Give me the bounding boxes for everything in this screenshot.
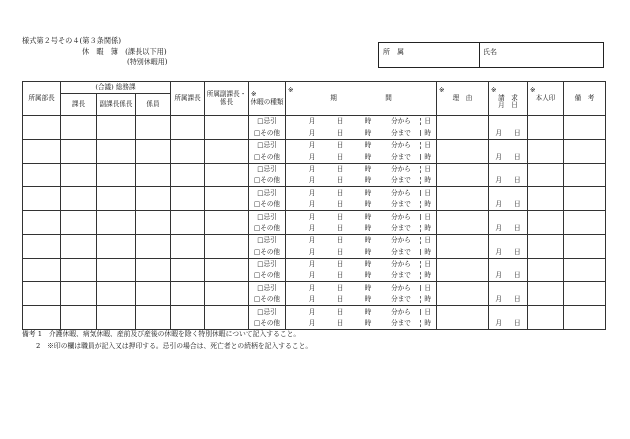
seal-cell[interactable]: [528, 282, 564, 306]
to-day: 日: [424, 188, 432, 197]
dept-deputy-cell[interactable]: [205, 258, 249, 282]
to-min: 分まで: [382, 177, 421, 184]
req-month: 月: [495, 152, 503, 161]
dept-head-cell[interactable]: [23, 258, 61, 282]
dept-chief-cell[interactable]: [171, 163, 205, 187]
period-to-cell[interactable]: [286, 199, 437, 211]
req-month: 月: [495, 247, 503, 256]
period-from-cell[interactable]: [286, 187, 437, 199]
dept-head-cell[interactable]: [23, 187, 61, 211]
period-to-cell[interactable]: [286, 127, 437, 139]
from-day: 日: [336, 260, 344, 269]
owner-box: [378, 42, 604, 68]
period-from-cell[interactable]: [286, 258, 437, 270]
section-chief-cell[interactable]: [61, 139, 97, 163]
from-min: 分から: [382, 118, 421, 125]
col-seal: [528, 82, 564, 116]
from-hour: 時: [364, 236, 372, 245]
from-hour: 時: [364, 307, 372, 316]
leave-type-cell[interactable]: □忌引: [249, 116, 286, 128]
col-dept-head: 所属部長: [23, 82, 61, 116]
remarks-cell[interactable]: [564, 282, 606, 306]
leave-type-cell[interactable]: □忌引: [249, 258, 286, 270]
section-chief-cell[interactable]: [61, 211, 97, 235]
reason-cell[interactable]: [437, 258, 489, 282]
dept-deputy-cell[interactable]: [205, 116, 249, 140]
request-date-cell[interactable]: [489, 246, 528, 258]
leave-type-other[interactable]: □その他: [249, 127, 286, 139]
from-hour: 時: [364, 141, 372, 150]
from-min: 分から: [382, 309, 421, 316]
department-label: 所 属: [383, 48, 404, 56]
from-min: 分から: [382, 237, 421, 244]
to-min: 分まで: [382, 320, 421, 327]
table-row: [23, 211, 606, 223]
to-dday: 日: [336, 319, 344, 328]
col-dept-chief: 所属課長: [171, 82, 205, 116]
to-month: 月: [308, 200, 316, 209]
staff-cell[interactable]: [136, 282, 171, 306]
to-min: 分まで: [382, 130, 421, 137]
to-min: 分まで: [382, 296, 421, 303]
to-hour: 時: [364, 319, 372, 328]
to-min: 分まで: [382, 272, 421, 279]
col-remarks: 備 考: [564, 82, 606, 116]
to-day: 日: [424, 307, 432, 316]
table-row: [23, 258, 606, 270]
to-min: 分まで: [382, 154, 421, 161]
to-min: 分まで: [382, 249, 421, 256]
reason-cell[interactable]: [437, 116, 489, 140]
dept-head-cell[interactable]: [23, 116, 61, 140]
period-to-cell[interactable]: [286, 294, 437, 306]
to-hour-2: 時: [424, 247, 432, 256]
to-hour-2: 時: [424, 152, 432, 161]
dept-chief-cell[interactable]: [171, 211, 205, 235]
deputy-cell[interactable]: [97, 258, 136, 282]
req-day: 日: [514, 176, 521, 185]
table-row: [23, 282, 606, 294]
period-from-cell[interactable]: [286, 163, 437, 175]
section-chief-cell[interactable]: [61, 234, 97, 258]
to-hour-2: 時: [424, 200, 432, 209]
note-1: 備考 1 介護休暇、病気休暇、産前及び産後の休暇を除く特別休暇について記入すること。: [22, 330, 301, 338]
from-month: 月: [308, 307, 316, 316]
request-cell[interactable]: [489, 258, 528, 270]
owner-divider: [479, 43, 480, 67]
from-day: 日: [336, 141, 344, 150]
request-date-cell[interactable]: [489, 223, 528, 235]
reason-label: 理 由: [452, 93, 473, 102]
reason-cell[interactable]: [437, 163, 489, 187]
col-request: [489, 82, 528, 116]
seal-cell[interactable]: [528, 116, 564, 140]
to-dday: 日: [336, 271, 344, 280]
leave-type-cell[interactable]: □忌引: [249, 306, 286, 318]
request-mark: ※: [491, 86, 497, 95]
to-day: 日: [424, 236, 432, 245]
request-date-label: 月 日: [498, 101, 518, 110]
to-min: 分まで: [382, 201, 421, 208]
from-min: 分から: [382, 190, 421, 197]
req-month: 月: [495, 176, 503, 185]
leave-type-other[interactable]: □その他: [249, 294, 286, 306]
req-day: 日: [514, 223, 521, 232]
section-chief-cell[interactable]: [61, 163, 97, 187]
remarks-cell[interactable]: [564, 306, 606, 330]
to-hour-2: 時: [424, 319, 432, 328]
section-chief-cell[interactable]: [61, 282, 97, 306]
dept-head-cell[interactable]: [23, 234, 61, 258]
to-hour-2: 時: [424, 271, 432, 280]
reason-cell[interactable]: [437, 234, 489, 258]
to-dday: 日: [336, 223, 344, 232]
period-label-2: 間: [385, 93, 392, 102]
table-row: [23, 234, 606, 246]
from-min: 分から: [382, 261, 421, 268]
col-period: [286, 82, 437, 116]
req-month: 月: [495, 295, 503, 304]
seal-cell[interactable]: [528, 258, 564, 282]
from-hour: 時: [364, 117, 372, 126]
staff-cell[interactable]: [136, 163, 171, 187]
from-hour: 時: [364, 260, 372, 269]
req-month: 月: [495, 128, 503, 137]
from-hour: 時: [364, 212, 372, 221]
dept-head-cell[interactable]: [23, 163, 61, 187]
dept-chief-cell[interactable]: [171, 116, 205, 140]
remarks-cell[interactable]: [564, 211, 606, 235]
from-month: 月: [308, 188, 316, 197]
to-month: 月: [308, 223, 316, 232]
dept-chief-cell[interactable]: [171, 234, 205, 258]
col-staff: 係員: [136, 94, 171, 116]
request-cell[interactable]: [489, 116, 528, 128]
section-chief-cell[interactable]: [61, 187, 97, 211]
deputy-cell[interactable]: [97, 187, 136, 211]
req-day: 日: [514, 319, 521, 328]
to-hour: 時: [364, 152, 372, 161]
leave-type-label: 休暇の種類: [250, 97, 284, 106]
deputy-cell[interactable]: [97, 234, 136, 258]
to-dday: 日: [336, 176, 344, 185]
req-day: 日: [514, 247, 521, 256]
to-hour: 時: [364, 176, 372, 185]
col-section-chief: 課長: [61, 94, 97, 116]
note-2: 2 ※印の欄は職員が記入又は押印する。忌引の場合は、死亡者との続柄を記入すること。: [36, 342, 313, 350]
request-cell[interactable]: [489, 282, 528, 294]
from-day: 日: [336, 212, 344, 221]
dept-head-cell[interactable]: [23, 306, 61, 330]
table-row: [23, 116, 606, 128]
period-to-cell[interactable]: [286, 270, 437, 282]
name-label: 氏名: [483, 48, 497, 56]
seal-cell[interactable]: [528, 187, 564, 211]
table-row: [23, 187, 606, 199]
dept-head-cell[interactable]: [23, 139, 61, 163]
req-day: 日: [514, 152, 521, 161]
dept-deputy-cell[interactable]: [205, 282, 249, 306]
reason-cell[interactable]: [437, 306, 489, 330]
period-to-cell[interactable]: [286, 318, 437, 330]
from-day: 日: [336, 236, 344, 245]
to-month: 月: [308, 271, 316, 280]
seal-mark: ※: [530, 86, 536, 95]
seal-cell[interactable]: [528, 211, 564, 235]
col-leave-type: [249, 82, 286, 116]
period-to-cell[interactable]: [286, 175, 437, 187]
leave-type-other[interactable]: □その他: [249, 199, 286, 211]
request-label: 請 求: [498, 93, 518, 102]
period-label-1: 期: [330, 93, 337, 102]
reason-cell[interactable]: [437, 139, 489, 163]
dept-head-cell[interactable]: [23, 282, 61, 306]
form-title: 休 暇 簿 (課長以下用): [82, 47, 167, 56]
leave-type-cell[interactable]: □忌引: [249, 163, 286, 175]
dept-deputy-cell[interactable]: [205, 163, 249, 187]
leave-type-other[interactable]: □その他: [249, 246, 286, 258]
deputy-cell[interactable]: [97, 116, 136, 140]
request-date-cell[interactable]: [489, 175, 528, 187]
section-chief-cell[interactable]: [61, 258, 97, 282]
from-month: 月: [308, 141, 316, 150]
seal-cell[interactable]: [528, 139, 564, 163]
from-day: 日: [336, 307, 344, 316]
leave-type-cell[interactable]: □忌引: [249, 234, 286, 246]
period-from-cell[interactable]: [286, 306, 437, 318]
period-from-cell[interactable]: [286, 211, 437, 223]
deputy-cell[interactable]: [97, 211, 136, 235]
remarks-cell[interactable]: [564, 139, 606, 163]
seal-cell[interactable]: [528, 306, 564, 330]
period-to-cell[interactable]: [286, 223, 437, 235]
leave-type-other[interactable]: □その他: [249, 223, 286, 235]
request-date-cell[interactable]: [489, 270, 528, 282]
request-date-cell[interactable]: [489, 294, 528, 306]
request-date-cell[interactable]: [489, 127, 528, 139]
to-day: 日: [424, 212, 432, 221]
leave-table: [22, 81, 606, 330]
leave-type-other[interactable]: □その他: [249, 151, 286, 163]
to-hour: 時: [364, 200, 372, 209]
to-hour-2: 時: [424, 128, 432, 137]
to-month: 月: [308, 152, 316, 161]
from-day: 日: [336, 188, 344, 197]
staff-cell[interactable]: [136, 187, 171, 211]
period-to-cell[interactable]: [286, 246, 437, 258]
table-row: [23, 139, 606, 151]
from-day: 日: [336, 117, 344, 126]
leave-type-other[interactable]: □その他: [249, 270, 286, 282]
dept-chief-cell[interactable]: [171, 187, 205, 211]
table-row: [23, 163, 606, 175]
from-month: 月: [308, 236, 316, 245]
dept-deputy-cell[interactable]: [205, 234, 249, 258]
request-cell[interactable]: [489, 211, 528, 223]
dept-deputy-cell[interactable]: [205, 139, 249, 163]
period-from-cell[interactable]: [286, 234, 437, 246]
remarks-cell[interactable]: [564, 234, 606, 258]
to-month: 月: [308, 295, 316, 304]
to-hour: 時: [364, 223, 372, 232]
col-consult-group: (合議) 総務課: [61, 82, 171, 94]
form-id: 様式第２号その４(第３条関係): [22, 36, 122, 45]
period-from-cell[interactable]: [286, 116, 437, 128]
table-row: [23, 306, 606, 318]
req-month: 月: [495, 223, 503, 232]
from-hour: 時: [364, 188, 372, 197]
dept-deputy-cell[interactable]: [205, 187, 249, 211]
from-min: 分から: [382, 142, 421, 149]
to-month: 月: [308, 176, 316, 185]
remarks-cell[interactable]: [564, 187, 606, 211]
col-reason: [437, 82, 489, 116]
staff-cell[interactable]: [136, 258, 171, 282]
form-subtitle: (特別休暇用): [127, 58, 168, 66]
req-month: 月: [495, 271, 503, 280]
to-month: 月: [308, 128, 316, 137]
staff-cell[interactable]: [136, 211, 171, 235]
reason-mark: ※: [439, 86, 445, 95]
dept-deputy-cell[interactable]: [205, 306, 249, 330]
leave-type-mark: ※: [251, 89, 257, 98]
to-day: 日: [424, 117, 432, 126]
leave-type-other[interactable]: □その他: [249, 175, 286, 187]
dept-chief-cell[interactable]: [171, 282, 205, 306]
req-month: 月: [495, 319, 503, 328]
to-hour-2: 時: [424, 223, 432, 232]
remarks-cell[interactable]: [564, 116, 606, 140]
to-dday: 日: [336, 152, 344, 161]
from-min: 分から: [382, 214, 421, 221]
dept-deputy-cell[interactable]: [205, 211, 249, 235]
to-dday: 日: [336, 128, 344, 137]
from-month: 月: [308, 212, 316, 221]
to-hour-2: 時: [424, 295, 432, 304]
period-mark: ※: [288, 86, 294, 95]
to-day: 日: [424, 141, 432, 150]
request-date-cell[interactable]: [489, 318, 528, 330]
request-cell[interactable]: [489, 139, 528, 151]
leave-type-cell[interactable]: □忌引: [249, 187, 286, 199]
section-chief-cell[interactable]: [61, 306, 97, 330]
to-day: 日: [424, 283, 432, 292]
to-hour: 時: [364, 128, 372, 137]
from-month: 月: [308, 283, 316, 292]
leave-type-cell[interactable]: □忌引: [249, 211, 286, 223]
staff-cell[interactable]: [136, 116, 171, 140]
leave-type-other[interactable]: □その他: [249, 318, 286, 330]
dept-chief-cell[interactable]: [171, 139, 205, 163]
req-day: 日: [514, 200, 521, 209]
dept-head-cell[interactable]: [23, 211, 61, 235]
from-month: 月: [308, 260, 316, 269]
request-cell[interactable]: [489, 234, 528, 246]
staff-cell[interactable]: [136, 306, 171, 330]
reason-cell[interactable]: [437, 282, 489, 306]
leave-type-cell[interactable]: □忌引: [249, 139, 286, 151]
request-date-cell[interactable]: [489, 199, 528, 211]
remarks-cell[interactable]: [564, 163, 606, 187]
seal-cell[interactable]: [528, 163, 564, 187]
period-from-cell[interactable]: [286, 139, 437, 151]
request-date-cell[interactable]: [489, 151, 528, 163]
dept-chief-cell[interactable]: [171, 306, 205, 330]
request-cell[interactable]: [489, 187, 528, 199]
col-dept-deputy: 所属副課長・係長: [205, 82, 249, 116]
dept-chief-cell[interactable]: [171, 258, 205, 282]
seal-label: 本人印: [535, 93, 556, 102]
section-chief-cell[interactable]: [61, 116, 97, 140]
deputy-cell[interactable]: [97, 306, 136, 330]
req-day: 日: [514, 271, 521, 280]
to-day: 日: [424, 164, 432, 173]
from-month: 月: [308, 164, 316, 173]
to-month: 月: [308, 319, 316, 328]
to-month: 月: [308, 247, 316, 256]
period-to-cell[interactable]: [286, 151, 437, 163]
reason-cell[interactable]: [437, 211, 489, 235]
deputy-cell[interactable]: [97, 163, 136, 187]
to-hour: 時: [364, 247, 372, 256]
req-month: 月: [495, 200, 503, 209]
to-min: 分まで: [382, 225, 421, 232]
table-body: [23, 116, 606, 330]
to-hour: 時: [364, 271, 372, 280]
to-dday: 日: [336, 247, 344, 256]
col-deputy: 副課長係長: [97, 94, 136, 116]
deputy-cell[interactable]: [97, 139, 136, 163]
seal-cell[interactable]: [528, 234, 564, 258]
from-hour: 時: [364, 164, 372, 173]
from-day: 日: [336, 283, 344, 292]
req-day: 日: [514, 128, 521, 137]
from-min: 分から: [382, 166, 421, 173]
reason-cell[interactable]: [437, 187, 489, 211]
to-dday: 日: [336, 295, 344, 304]
from-min: 分から: [382, 285, 421, 292]
to-dday: 日: [336, 200, 344, 209]
to-day: 日: [424, 260, 432, 269]
deputy-cell[interactable]: [97, 282, 136, 306]
request-cell[interactable]: [489, 163, 528, 175]
from-month: 月: [308, 117, 316, 126]
staff-cell[interactable]: [136, 139, 171, 163]
request-cell[interactable]: [489, 306, 528, 318]
period-from-cell[interactable]: [286, 282, 437, 294]
from-day: 日: [336, 164, 344, 173]
remarks-cell[interactable]: [564, 258, 606, 282]
leave-type-cell[interactable]: □忌引: [249, 282, 286, 294]
to-hour: 時: [364, 295, 372, 304]
from-hour: 時: [364, 283, 372, 292]
to-hour-2: 時: [424, 176, 432, 185]
staff-cell[interactable]: [136, 234, 171, 258]
req-day: 日: [514, 295, 521, 304]
